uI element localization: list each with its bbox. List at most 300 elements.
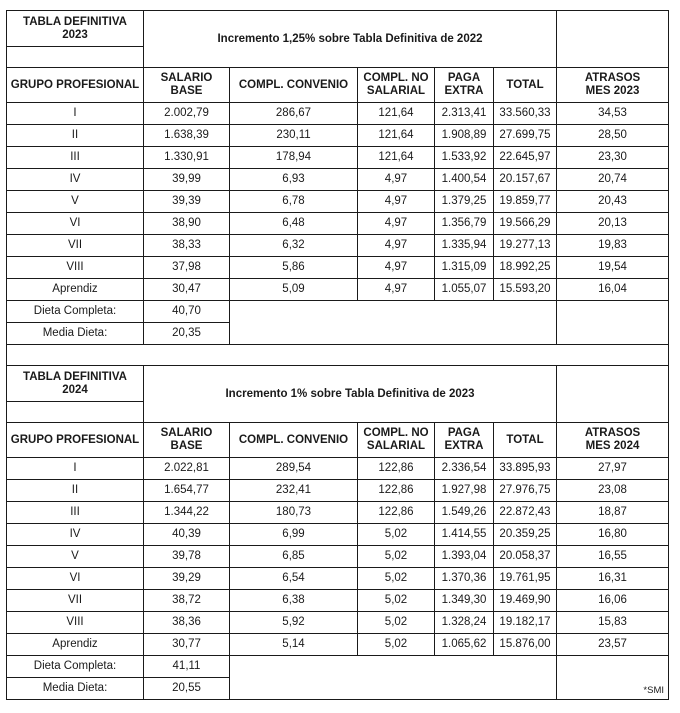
grupo-cell-text: VIII <box>66 261 84 273</box>
grupo-cell <box>7 191 144 213</box>
grupo-cell-text: I <box>73 107 77 119</box>
header-salario-base-text: SALARIO <box>160 427 213 439</box>
salario-base-cell-text: 38,33 <box>172 239 201 251</box>
compl-convenio-cell-text: 5,92 <box>282 616 305 628</box>
total-cell-text: 22.872,43 <box>499 506 551 518</box>
atrasos-cell-text: 23,08 <box>598 484 627 496</box>
table-row <box>7 612 669 634</box>
dieta-completa-value-text: 41,11 <box>172 660 201 672</box>
table-row <box>7 423 669 458</box>
compl-convenio-cell-text: 180,73 <box>275 506 312 518</box>
paga-extra-cell <box>435 502 494 524</box>
compl-no-salarial-cell <box>358 524 435 546</box>
total-cell <box>494 568 557 590</box>
table-title-text: 2024 <box>62 383 88 396</box>
header-grupo <box>7 423 144 458</box>
grupo-cell-text: Aprendiz <box>52 283 98 295</box>
media-dieta-value <box>144 678 230 700</box>
paga-extra-cell <box>435 612 494 634</box>
empty-cell <box>7 402 144 423</box>
media-dieta-value-text: 20,35 <box>172 327 201 339</box>
salario-base-cell-text: 2.002,79 <box>164 107 209 119</box>
compl-no-salarial-cell-text: 122,86 <box>378 462 414 474</box>
salario-base-cell <box>144 125 230 147</box>
total-cell <box>494 634 557 656</box>
grupo-cell-text: I <box>73 462 77 474</box>
salario-base-cell <box>144 524 230 546</box>
compl-convenio-cell <box>230 634 358 656</box>
table-row <box>7 524 669 546</box>
total-cell-text: 33.895,93 <box>499 462 551 474</box>
increment-caption <box>144 11 557 68</box>
atrasos-cell-text: 16,04 <box>598 283 627 295</box>
compl-no-salarial-cell-text: 121,64 <box>378 129 414 141</box>
table-title-text: 2023 <box>62 28 88 41</box>
salario-base-cell-text: 38,90 <box>172 217 201 229</box>
paga-extra-cell-text: 1.549,26 <box>441 506 487 518</box>
grupo-cell-text: VI <box>69 572 81 584</box>
increment-caption <box>144 366 557 423</box>
compl-convenio-cell-text: 230,11 <box>276 129 311 141</box>
table-row <box>7 590 669 612</box>
paga-extra-cell-text: 2.336,54 <box>441 462 487 474</box>
total-cell-text: 20.058,37 <box>499 550 551 562</box>
salario-base-cell-text: 39,99 <box>172 173 201 185</box>
salario-base-cell <box>144 546 230 568</box>
header-salario-base <box>144 68 230 103</box>
media-dieta-value-text: 20,55 <box>172 682 201 694</box>
header-compl-no-salarial-text: COMPL. NO <box>363 427 429 439</box>
compl-convenio-cell <box>230 147 358 169</box>
header-atrasos-text: MES 2023 <box>585 85 640 97</box>
compl-convenio-cell <box>230 279 358 301</box>
salario-base-cell-text: 37,98 <box>172 261 201 273</box>
total-cell <box>494 458 557 480</box>
grupo-cell-text: VIII <box>66 616 84 628</box>
grupo-cell <box>7 546 144 568</box>
grupo-cell-text: VI <box>69 217 81 229</box>
total-cell-text: 19.859,77 <box>499 195 551 207</box>
salario-base-cell <box>144 191 230 213</box>
footnote-smi: *SMI <box>643 685 665 696</box>
salario-base-cell-text: 39,78 <box>172 550 201 562</box>
atrasos-cell-text: 27,97 <box>598 462 627 474</box>
grupo-cell <box>7 458 144 480</box>
header-paga-extra <box>435 68 494 103</box>
table-row <box>7 458 669 480</box>
paga-extra-cell <box>435 147 494 169</box>
salario-base-cell-text: 39,39 <box>172 195 201 207</box>
compl-convenio-cell-text: 6,54 <box>282 572 305 584</box>
total-cell-text: 19.761,95 <box>499 572 551 584</box>
compl-no-salarial-cell-text: 4,97 <box>384 261 408 273</box>
dieta-completa-label <box>7 656 144 678</box>
compl-convenio-cell <box>230 235 358 257</box>
table-row <box>7 11 669 47</box>
total-cell <box>494 480 557 502</box>
paga-extra-cell <box>435 257 494 279</box>
header-atrasos-text: ATRASOS <box>584 427 641 439</box>
table-row <box>7 103 669 125</box>
table-row <box>7 546 669 568</box>
paga-extra-cell <box>435 125 494 147</box>
salario-base-cell <box>144 103 230 125</box>
total-cell <box>494 213 557 235</box>
compl-convenio-cell <box>230 257 358 279</box>
compl-no-salarial-cell-text: 121,64 <box>378 107 414 119</box>
paga-extra-cell-text: 1.533,92 <box>441 151 487 163</box>
table-row <box>7 147 669 169</box>
grupo-cell <box>7 480 144 502</box>
table-title <box>7 11 144 47</box>
compl-no-salarial-cell-text: 121,64 <box>378 151 414 163</box>
atrasos-cell-text: 20,74 <box>598 173 627 185</box>
total-cell <box>494 103 557 125</box>
paga-extra-cell <box>435 103 494 125</box>
compl-no-salarial-cell <box>358 125 435 147</box>
atrasos-cell-text: 16,80 <box>598 528 627 540</box>
media-dieta-label <box>7 678 144 700</box>
compl-convenio-cell-text: 5,09 <box>282 283 305 295</box>
paga-extra-cell-text: 1.065,62 <box>441 638 487 650</box>
header-grupo-text: GRUPO PROFESIONAL <box>10 433 140 446</box>
total-cell <box>494 502 557 524</box>
media-dieta-value <box>144 323 230 345</box>
paga-extra-cell-text: 2.313,41 <box>441 107 487 119</box>
total-cell <box>494 257 557 279</box>
compl-no-salarial-cell <box>358 191 435 213</box>
table-title-text: TABLA DEFINITIVA <box>23 15 127 28</box>
grupo-cell-text: VII <box>67 594 83 606</box>
total-cell <box>494 169 557 191</box>
compl-no-salarial-cell-text: 5,02 <box>384 550 408 562</box>
paga-extra-cell-text: 1.055,07 <box>441 283 487 295</box>
total-cell-text: 18.992,25 <box>499 261 551 273</box>
salario-base-cell-text: 30,77 <box>172 638 201 650</box>
grupo-cell-text: V <box>71 195 79 207</box>
grupo-cell-text: V <box>71 550 79 562</box>
compl-no-salarial-cell-text: 5,02 <box>384 638 408 650</box>
compl-no-salarial-cell <box>358 568 435 590</box>
salario-base-cell <box>144 213 230 235</box>
paga-extra-cell-text: 1.335,94 <box>441 239 487 251</box>
salario-base-cell-text: 1.654,77 <box>164 484 209 496</box>
grupo-cell-text: VII <box>67 239 83 251</box>
compl-convenio-cell <box>230 169 358 191</box>
compl-convenio-cell <box>230 458 358 480</box>
empty-cell <box>230 656 557 700</box>
salario-base-cell-text: 1.344,22 <box>164 506 209 518</box>
atrasos-cell <box>557 213 669 235</box>
salario-base-cell <box>144 612 230 634</box>
total-cell <box>494 235 557 257</box>
salario-base-cell-text: 1.330,91 <box>164 151 209 163</box>
increment-caption-text: Incremento 1% sobre Tabla Definitiva de 2023 <box>225 387 475 400</box>
total-cell <box>494 612 557 634</box>
compl-no-salarial-cell-text: 122,86 <box>378 484 414 496</box>
atrasos-cell <box>557 279 669 301</box>
grupo-cell <box>7 524 144 546</box>
compl-no-salarial-cell <box>358 279 435 301</box>
header-salario-base <box>144 423 230 458</box>
total-cell <box>494 125 557 147</box>
grupo-cell <box>7 213 144 235</box>
header-compl-convenio <box>230 423 358 458</box>
empty-cell <box>557 11 669 68</box>
paga-extra-cell <box>435 546 494 568</box>
atrasos-cell-text: 16,06 <box>598 594 627 606</box>
compl-convenio-cell <box>230 213 358 235</box>
compl-convenio-cell-text: 6,99 <box>282 528 305 540</box>
salario-base-cell-text: 30,47 <box>172 283 201 295</box>
compl-no-salarial-cell <box>358 213 435 235</box>
dieta-completa-label-text: Dieta Completa: <box>33 660 117 672</box>
header-total <box>494 423 557 458</box>
paga-extra-cell <box>435 634 494 656</box>
table-row <box>7 502 669 524</box>
compl-convenio-cell-text: 6,85 <box>282 550 305 562</box>
table-row <box>7 634 669 656</box>
grupo-cell <box>7 502 144 524</box>
compl-no-salarial-cell <box>358 502 435 524</box>
paga-extra-cell-text: 1.400,54 <box>441 173 487 185</box>
atrasos-cell-text: 15,83 <box>598 616 627 628</box>
atrasos-cell <box>557 103 669 125</box>
atrasos-cell <box>557 257 669 279</box>
compl-no-salarial-cell <box>358 103 435 125</box>
header-total-text: TOTAL <box>506 433 544 446</box>
paga-extra-cell-text: 1.927,98 <box>441 484 487 496</box>
header-compl-convenio <box>230 68 358 103</box>
header-salario-base-text: BASE <box>170 85 203 97</box>
header-compl-no-salarial-text: SALARIAL <box>366 85 426 97</box>
header-paga-extra-text: EXTRA <box>444 85 484 97</box>
grupo-cell <box>7 103 144 125</box>
atrasos-cell <box>557 235 669 257</box>
compl-no-salarial-cell <box>358 546 435 568</box>
atrasos-cell <box>557 191 669 213</box>
compl-convenio-cell-text: 6,38 <box>282 594 305 606</box>
header-compl-no-salarial <box>358 423 435 458</box>
header-compl-convenio-text: COMPL. CONVENIO <box>238 433 349 446</box>
salario-base-cell <box>144 458 230 480</box>
salario-base-cell-text: 39,29 <box>172 572 201 584</box>
salario-base-cell <box>144 235 230 257</box>
grupo-cell-text: IV <box>69 528 81 540</box>
table-row <box>7 169 669 191</box>
paga-extra-cell <box>435 191 494 213</box>
salary-tables <box>6 10 668 700</box>
compl-convenio-cell-text: 5,86 <box>282 261 305 273</box>
total-cell-text: 19.182,17 <box>499 616 551 628</box>
grupo-cell <box>7 125 144 147</box>
footnote-cell <box>557 301 669 345</box>
compl-no-salarial-cell <box>358 480 435 502</box>
paga-extra-cell <box>435 458 494 480</box>
grupo-cell <box>7 147 144 169</box>
grupo-cell <box>7 235 144 257</box>
compl-convenio-cell-text: 6,78 <box>282 195 305 207</box>
salario-base-cell <box>144 480 230 502</box>
paga-extra-cell-text: 1.379,25 <box>441 195 487 207</box>
table-row <box>7 656 669 678</box>
atrasos-cell <box>557 147 669 169</box>
grupo-cell <box>7 257 144 279</box>
compl-no-salarial-cell <box>358 458 435 480</box>
table-row <box>7 257 669 279</box>
header-atrasos <box>557 68 669 103</box>
table-row <box>7 235 669 257</box>
paga-extra-cell <box>435 169 494 191</box>
compl-no-salarial-cell-text: 4,97 <box>384 239 408 251</box>
table-row <box>7 568 669 590</box>
grupo-cell <box>7 634 144 656</box>
compl-convenio-cell <box>230 125 358 147</box>
header-grupo <box>7 68 144 103</box>
spacer-row <box>7 345 669 366</box>
paga-extra-cell-text: 1.393,04 <box>441 550 487 562</box>
dieta-completa-value <box>144 656 230 678</box>
salario-base-cell <box>144 147 230 169</box>
compl-convenio-cell-text: 232,41 <box>275 484 312 496</box>
compl-no-salarial-cell <box>358 257 435 279</box>
paga-extra-cell-text: 1.349,30 <box>441 594 487 606</box>
salario-base-cell <box>144 169 230 191</box>
dieta-completa-value-text: 40,70 <box>172 305 201 317</box>
compl-convenio-cell <box>230 546 358 568</box>
increment-caption-text: Incremento 1,25% sobre Tabla Definitiva de 2022 <box>217 32 483 45</box>
compl-no-salarial-cell-text: 5,02 <box>384 616 408 628</box>
header-compl-no-salarial <box>358 68 435 103</box>
grupo-cell <box>7 169 144 191</box>
paga-extra-cell <box>435 590 494 612</box>
paga-extra-cell <box>435 235 494 257</box>
empty-cell <box>557 366 669 423</box>
compl-convenio-cell <box>230 191 358 213</box>
grupo-cell-text: III <box>70 506 80 518</box>
grupo-cell-text: III <box>70 151 80 163</box>
paga-extra-cell <box>435 568 494 590</box>
salario-base-cell-text: 2.022,81 <box>164 462 209 474</box>
paga-extra-cell-text: 1.356,79 <box>441 217 487 229</box>
salario-base-cell-text: 40,39 <box>172 528 201 540</box>
table-row <box>7 213 669 235</box>
total-cell <box>494 191 557 213</box>
paga-extra-cell <box>435 524 494 546</box>
header-atrasos <box>557 423 669 458</box>
footnote-cell <box>557 656 669 700</box>
total-cell-text: 20.359,25 <box>499 528 551 540</box>
grupo-cell-text: Aprendiz <box>52 638 98 650</box>
atrasos-cell-text: 16,55 <box>598 550 627 562</box>
atrasos-cell <box>557 634 669 656</box>
salario-base-cell <box>144 502 230 524</box>
total-cell <box>494 546 557 568</box>
compl-no-salarial-cell-text: 4,97 <box>384 173 408 185</box>
grupo-cell-text: II <box>71 484 79 496</box>
table-row <box>7 191 669 213</box>
table-row <box>7 301 669 323</box>
header-compl-no-salarial-text: COMPL. NO <box>363 72 429 84</box>
compl-no-salarial-cell-text: 4,97 <box>384 217 408 229</box>
total-cell-text: 19.469,90 <box>499 594 551 606</box>
compl-no-salarial-cell-text: 5,02 <box>384 572 408 584</box>
atrasos-cell <box>557 546 669 568</box>
atrasos-cell <box>557 502 669 524</box>
compl-no-salarial-cell <box>358 590 435 612</box>
atrasos-cell-text: 23,57 <box>598 638 627 650</box>
paga-extra-cell <box>435 213 494 235</box>
compl-convenio-cell-text: 6,48 <box>282 217 305 229</box>
empty-cell <box>230 301 557 345</box>
table-title-text: TABLA DEFINITIVA <box>23 370 127 383</box>
salario-base-cell <box>144 590 230 612</box>
compl-convenio-cell-text: 6,32 <box>282 239 305 251</box>
atrasos-cell <box>557 125 669 147</box>
compl-no-salarial-cell-text: 4,97 <box>384 195 408 207</box>
total-cell <box>494 524 557 546</box>
compl-convenio-cell-text: 178,94 <box>275 151 312 163</box>
atrasos-cell-text: 34,53 <box>598 107 627 119</box>
header-grupo-text: GRUPO PROFESIONAL <box>10 78 140 91</box>
compl-convenio-cell <box>230 612 358 634</box>
atrasos-cell <box>557 590 669 612</box>
header-paga-extra-text: PAGA <box>447 72 481 84</box>
atrasos-cell-text: 20,43 <box>598 195 627 207</box>
compl-no-salarial-cell <box>358 612 435 634</box>
salario-base-cell-text: 38,36 <box>172 616 201 628</box>
compl-no-salarial-cell <box>358 235 435 257</box>
salary-table <box>6 10 669 700</box>
paga-extra-cell <box>435 279 494 301</box>
table-row <box>7 480 669 502</box>
paga-extra-cell <box>435 480 494 502</box>
salario-base-cell <box>144 279 230 301</box>
total-cell-text: 19.566,29 <box>499 217 551 229</box>
compl-no-salarial-cell <box>358 169 435 191</box>
atrasos-cell <box>557 458 669 480</box>
salario-base-cell <box>144 568 230 590</box>
compl-convenio-cell-text: 5,14 <box>282 638 305 650</box>
grupo-cell-text: II <box>71 129 79 141</box>
total-cell-text: 15.876,00 <box>499 638 551 650</box>
paga-extra-cell-text: 1.414,55 <box>441 528 487 540</box>
compl-no-salarial-cell-text: 5,02 <box>384 528 408 540</box>
atrasos-cell-text: 20,13 <box>598 217 627 229</box>
header-total <box>494 68 557 103</box>
compl-convenio-cell <box>230 524 358 546</box>
media-dieta-label-text: Media Dieta: <box>42 682 108 694</box>
header-paga-extra-text: PAGA <box>447 427 481 439</box>
table-row <box>7 279 669 301</box>
atrasos-cell <box>557 169 669 191</box>
compl-convenio-cell-text: 289,54 <box>275 462 312 474</box>
total-cell-text: 33.560,33 <box>499 107 551 119</box>
paga-extra-cell-text: 1.328,24 <box>441 616 487 628</box>
header-paga-extra <box>435 423 494 458</box>
compl-convenio-cell <box>230 568 358 590</box>
paga-extra-cell-text: 1.315,09 <box>441 261 487 273</box>
paga-extra-cell-text: 1.908,89 <box>441 129 487 141</box>
header-salario-base-text: BASE <box>170 440 203 452</box>
atrasos-cell-text: 19,83 <box>598 239 627 251</box>
dieta-completa-label-text: Dieta Completa: <box>33 305 117 317</box>
total-cell-text: 19.277,13 <box>499 239 551 251</box>
atrasos-cell <box>557 524 669 546</box>
header-paga-extra-text: EXTRA <box>444 440 484 452</box>
table-row <box>7 68 669 103</box>
compl-convenio-cell <box>230 103 358 125</box>
